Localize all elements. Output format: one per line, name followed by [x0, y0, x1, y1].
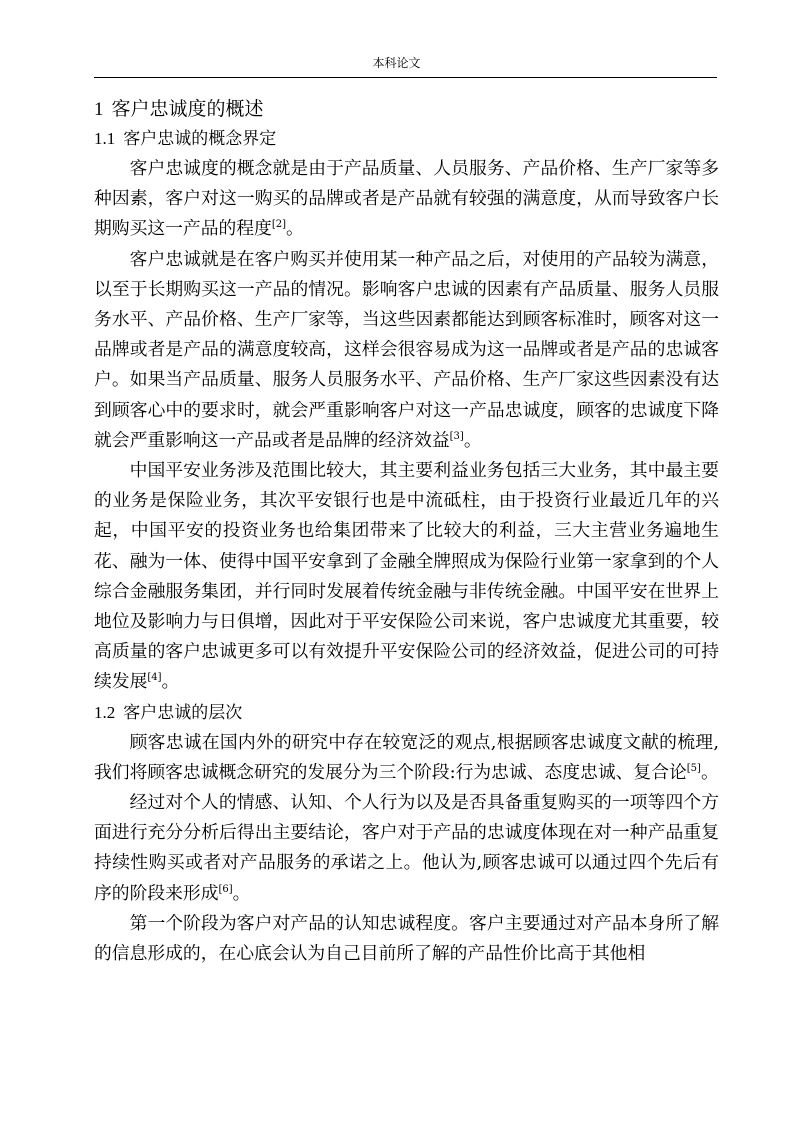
section-heading-1-2: [94, 698, 719, 728]
header-divider: [94, 77, 717, 78]
paragraph-text: 客户忠诚就是在客户购买并使用某一种产品之后，对使用的产品较为满意，以至于长期购买这一产品的情况。影响客户忠诚的因素有产品质量、服务人员服务水平、产品价格、生产厂家等，当这些因素都能达到顾客标准时，顾客对这一品牌或者是产品的满意度较高，这样会很容易成为这一品牌或者是产品的忠诚客户。如果当产品质量、服务人员服务水平、产品价格、生产厂家这些因素没有达到顾客心中的要求时，就会严重影响客户对这一产品忠诚度，顾客的忠诚度下降就会严重影响这一产品或者是品牌的经济效益: [94, 248, 719, 451]
paragraph-text: 第一个阶段为客户对产品的认知忠诚程度。客户主要通过对产品本身所了解的信息形成的，在心底会认为自己目前所了解的产品性价比高于其他相: [94, 912, 719, 965]
paragraph: [94, 728, 719, 788]
paragraph-text: 中国平安业务涉及范围比较大，其主要利益业务包括三大业务，其中最主要的业务是保险业务，其次平安银行也是中流砥柱，由于投资行业最近几年的兴起，中国平安的投资业务也给集团带来了比较大的利益，三大主营业务遍地生花、融为一体、使得中国平安拿到了金融全牌照成为保险行业第一家拿到的个人综合金融服务集团，并行同时发展着传统金融与非传统金融。中国平安在世界上地位及影响力与日俱增，因此对于平安保险公司来说，客户忠诚度尤其重要，较高质量的客户忠诚更多可以有效提升平安保险公司的经济效益，促进公司的可持续发展: [94, 460, 719, 693]
paragraph: [94, 154, 719, 245]
section-title: 客户忠诚度的概述: [111, 98, 264, 120]
paragraph-end: 。: [286, 218, 304, 240]
section-number: 1.2: [94, 702, 116, 722]
paragraph: [94, 909, 719, 969]
section-heading-1: [94, 94, 719, 124]
citation: [4]: [147, 672, 162, 684]
paragraph: [94, 245, 719, 456]
citation: [6]: [218, 883, 233, 895]
paragraph-end: 。: [700, 761, 719, 783]
document-body: [94, 94, 719, 969]
citation: [3]: [449, 430, 464, 442]
paragraph: [94, 456, 719, 698]
section-title: 客户忠诚的概念界定: [123, 129, 277, 149]
section-number: 1: [94, 99, 104, 120]
section-title: 客户忠诚的层次: [123, 702, 243, 723]
section-number: 1.1: [94, 129, 116, 148]
citation: [5]: [686, 762, 701, 774]
paragraph-text: 客户忠诚度的概念就是由于产品质量、人员服务、产品价格、生产厂家等多种因素，客户对这一购买的品牌或者是产品就有较强的满意度，从而导致客户长期购买这一产品的程度: [94, 158, 719, 240]
paragraph-text: 经过对个人的情感、认知、个人行为以及是否具备重复购买的一项等四个方面进行充分分析后得出主要结论，客户对于产品的忠诚度体现在对一种产品重复持续性购买或者对产品服务的承诺之上。他认为,顾客忠诚可以通过四个先后有序的阶段来形成: [94, 792, 719, 904]
paragraph-text: 顾客忠诚在国内外的研究中存在较宽泛的观点,根据顾客忠诚度文献的梳理,我们将顾客忠诚概念研究的发展分为三个阶段:行为忠诚、态度忠诚、复合论: [94, 731, 719, 783]
page-header: 本科论文: [372, 56, 421, 70]
paragraph-end: 。: [232, 882, 251, 904]
citation: [2]: [271, 219, 286, 231]
paragraph-end: 。: [463, 429, 482, 451]
paragraph-end: 。: [161, 671, 180, 693]
section-heading-1-1: [94, 124, 719, 154]
paragraph: [94, 788, 719, 909]
